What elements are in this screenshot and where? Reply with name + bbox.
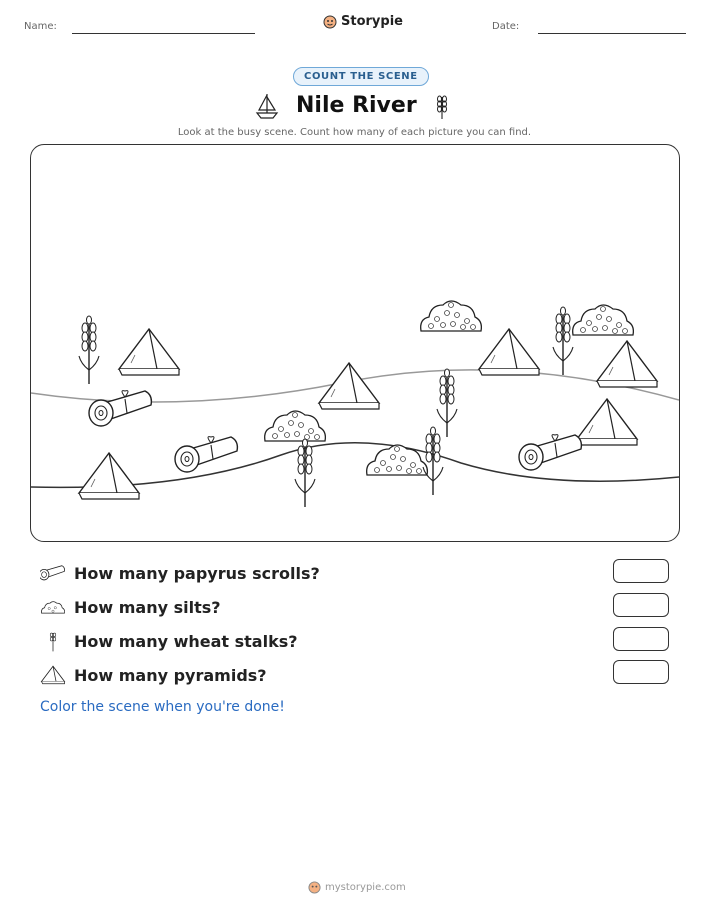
question-text: How many pyramids? [74, 665, 267, 685]
question-text: How many silts? [74, 597, 221, 617]
date-label: Date: [492, 21, 520, 32]
brand-logo [323, 14, 403, 29]
wheat-icon [40, 630, 66, 652]
count-the-scene-badge: COUNT THE SCENE [293, 67, 429, 86]
closing-note: Color the scene when you're done! [40, 699, 285, 715]
name-field[interactable] [72, 33, 255, 34]
pyramid [119, 329, 179, 375]
wheat-icon [432, 91, 452, 121]
papyrus-scroll [175, 437, 237, 472]
silt [573, 305, 634, 335]
instructions: Look at the busy scene. Count how many of each picture you can find. [177, 127, 532, 138]
answer-box-pyramids[interactable] [613, 660, 669, 684]
silt [421, 301, 482, 331]
date-field[interactable] [538, 33, 686, 34]
storypie-mascot-icon [323, 15, 337, 29]
pyramid [597, 341, 657, 387]
scene-panel [30, 144, 680, 542]
answer-box-silts[interactable] [613, 593, 669, 617]
page-title: Nile River [296, 93, 417, 118]
question-list [40, 559, 670, 689]
pyramid [577, 399, 637, 445]
name-label: Name: [24, 21, 57, 32]
wheat-stalk [79, 316, 99, 384]
question-row-pyramids [40, 661, 670, 689]
question-text: How many wheat stalks? [74, 631, 298, 651]
footer-url[interactable]: mystorypie.com [325, 882, 406, 893]
pyramid [479, 329, 539, 375]
wheat-stalk [423, 427, 443, 495]
pyramid [79, 453, 139, 499]
wheat-stalk [553, 307, 573, 375]
silt-icon [40, 596, 66, 618]
scroll-icon [40, 562, 66, 584]
footer-brand [308, 881, 406, 894]
pyramid-icon [40, 664, 66, 686]
brand-name: Storypie [341, 14, 403, 29]
papyrus-scroll [89, 391, 151, 426]
wheat-stalk [437, 369, 457, 437]
question-row-scrolls [40, 559, 670, 587]
sailboat-icon [254, 91, 280, 121]
papyrus-scroll [519, 435, 581, 470]
question-text: How many papyrus scrolls? [74, 563, 320, 583]
wheat-stalk [295, 439, 315, 507]
question-row-silts [40, 593, 670, 621]
answer-box-wheat[interactable] [613, 627, 669, 651]
storypie-mascot-icon [308, 881, 321, 894]
scene-illustration [31, 145, 679, 541]
question-row-wheat [40, 627, 670, 655]
silt [367, 445, 428, 475]
answer-box-scrolls[interactable] [613, 559, 669, 583]
silt [265, 411, 326, 441]
